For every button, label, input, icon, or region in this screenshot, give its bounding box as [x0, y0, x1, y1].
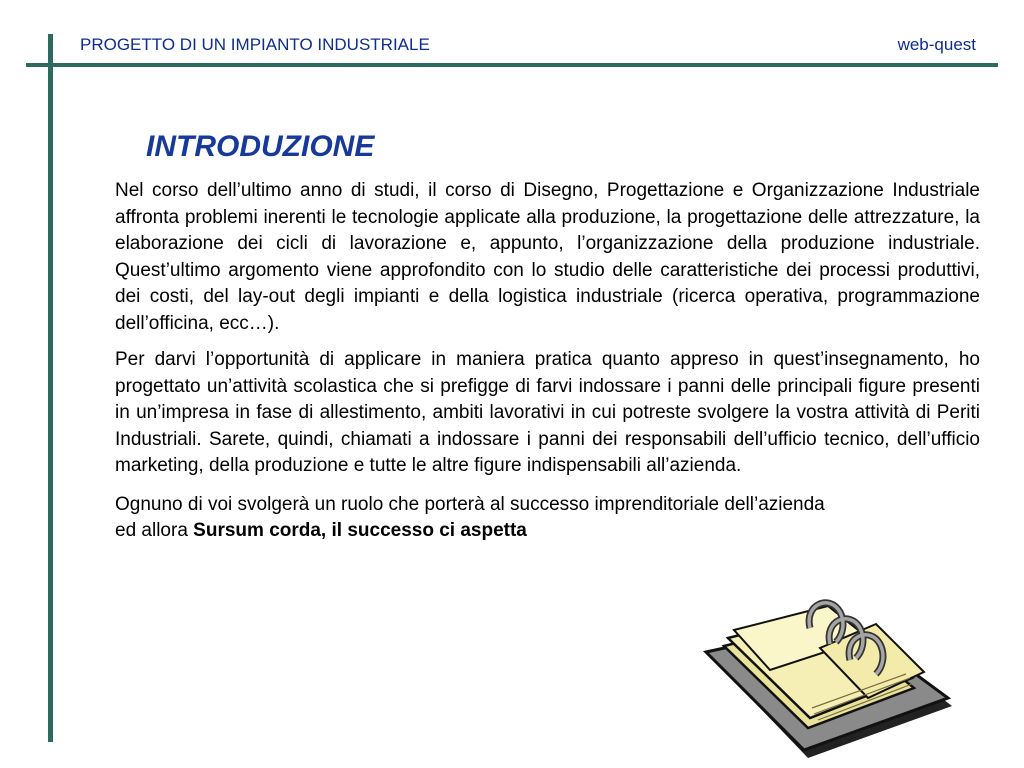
- header-title: PROGETTO DI UN IMPIANTO INDUSTRIALE: [80, 35, 430, 54]
- closing-line-1: Ognuno di voi svolgerà un ruolo che porterà al successo imprenditoriale dell’azienda: [115, 493, 825, 515]
- header-tag: web-quest: [897, 35, 976, 54]
- slide-title: INTRODUZIONE: [146, 130, 375, 163]
- horizontal-accent-line: [26, 63, 998, 67]
- notebook-clipart-icon: [700, 588, 960, 763]
- closing-motto: Sursum corda, il successo ci aspetta: [193, 520, 527, 541]
- paragraph-2: Per darvi l’opportunità di applicare in maniera pratica quanto appreso in quest’insegnamento, ho progettato un’attività scolastica che si prefigge di farvi indossare i panni delle principali figure presenti in un’impresa in fase di allestimento, ambiti lavorativi in cui potreste svolgere la vostra attività di Periti Industriali. Sarete, quindi, chiamati a indossare i panni dei responsabili dell’ufficio tecnico, dell’ufficio marketing, della produzione e tutte le altre figure indispensabili all’azienda.: [115, 349, 980, 476]
- closing-prefix: ed allora: [115, 520, 194, 541]
- closing-paragraph: [115, 492, 980, 545]
- vertical-accent-line: [48, 34, 53, 742]
- body-text: [115, 178, 980, 555]
- paragraph-1: Nel corso dell’ultimo anno di studi, il corso di Disegno, Progettazione e Organizzazione Industriale affronta problemi inerenti le tecnologie applicate alla produzione, la progettazione delle attrezzature, la elaborazione dei cicli di lavorazione e, appunto, l’organizzazione della produzione industriale. Quest’ultimo argomento viene approfondito con lo studio delle caratteristiche dei processi produttivi, dei costi, del lay-out degli impianti e della logistica industriale (ricerca operativa, programmazione dell’officina, ecc…).: [115, 180, 980, 334]
